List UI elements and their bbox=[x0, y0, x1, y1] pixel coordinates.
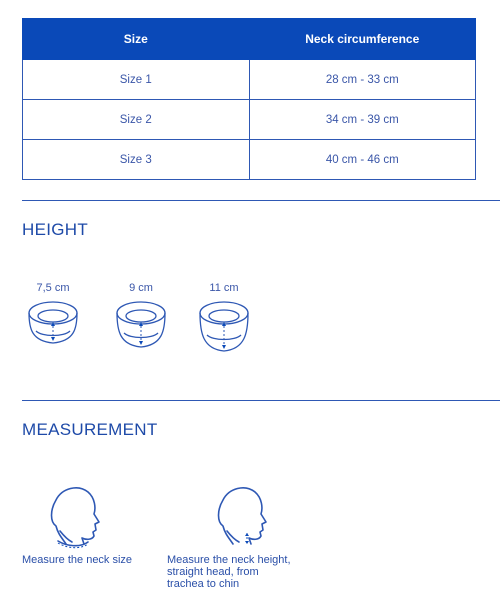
measurement-item-circumference bbox=[22, 478, 162, 566]
height-section-title: HEIGHT bbox=[22, 220, 89, 239]
circumference-cell: 40 cm - 46 cm bbox=[249, 140, 476, 180]
size-cell: Size 1 bbox=[23, 60, 250, 100]
height-label: 7,5 cm bbox=[36, 282, 70, 294]
measurement-caption: Measure the neck size bbox=[22, 554, 133, 566]
height-label: 11 cm bbox=[209, 282, 239, 294]
cervical-collar-icon bbox=[24, 295, 82, 353]
circumference-cell: 34 cm - 39 cm bbox=[249, 100, 476, 140]
section-divider bbox=[22, 200, 500, 201]
table-row bbox=[23, 60, 476, 100]
head-profile-neck-circumference-icon bbox=[22, 478, 112, 552]
column-header-size: Size bbox=[23, 19, 250, 60]
table-row bbox=[23, 100, 476, 140]
height-label: 9 cm bbox=[129, 282, 153, 294]
height-item-small bbox=[22, 282, 84, 353]
size-table bbox=[22, 18, 476, 180]
height-item-large bbox=[193, 282, 255, 355]
measurement-section-title: MEASUREMENT bbox=[22, 420, 158, 439]
circumference-cell: 28 cm - 33 cm bbox=[249, 60, 476, 100]
measurement-caption: Measure the neck height, straight head, from trachea to chin bbox=[167, 554, 291, 590]
size-cell: Size 3 bbox=[23, 140, 250, 180]
cervical-collar-icon bbox=[112, 295, 170, 353]
section-divider bbox=[22, 400, 500, 401]
measurement-item-height bbox=[167, 478, 297, 590]
table-row bbox=[23, 140, 476, 180]
head-profile-neck-height-icon bbox=[167, 478, 277, 552]
cervical-collar-icon bbox=[195, 295, 253, 355]
size-cell: Size 2 bbox=[23, 100, 250, 140]
column-header-neck-circumference: Neck circumference bbox=[249, 19, 476, 60]
table-header-row bbox=[23, 19, 476, 60]
height-item-medium bbox=[110, 282, 172, 353]
